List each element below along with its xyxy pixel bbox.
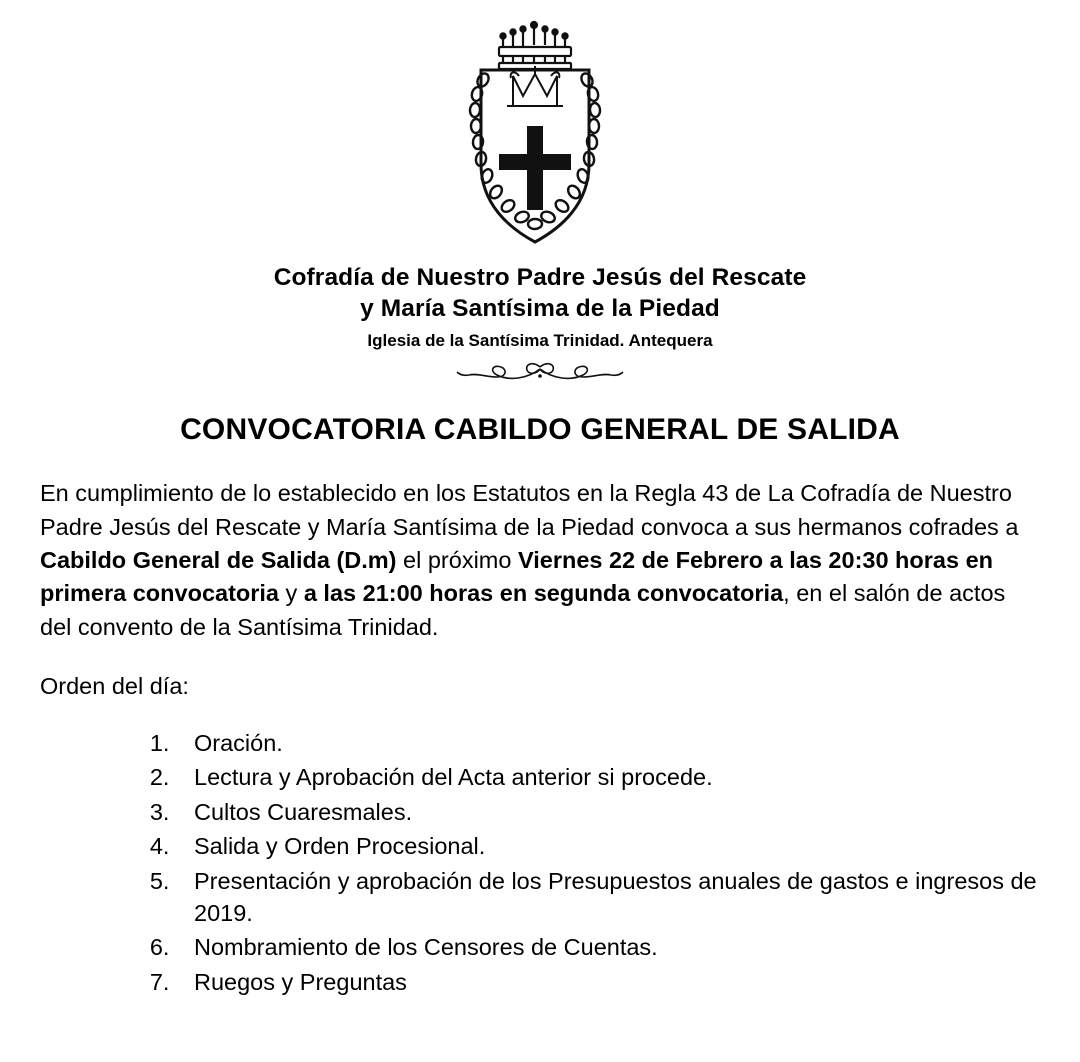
- ornament-divider: [40, 361, 1040, 387]
- agenda-label: Orden del día:: [40, 673, 189, 700]
- page-title: CONVOCATORIA CABILDO GENERAL DE SALIDA: [180, 413, 900, 447]
- paragraph-bold-cabildo: Cabildo General de Salida (D.m): [40, 546, 397, 573]
- paragraph-part-2: el próximo: [396, 546, 518, 573]
- paragraph-bold-first-call: Viernes 22 de Febrero a las 20:30 horas en primera convocatoria: [40, 546, 994, 607]
- brotherhood-name-line-2: y María Santísima de la Piedad: [360, 295, 720, 323]
- paragraph-part-3: y: [279, 580, 304, 607]
- agenda-list: [40, 727, 1040, 998]
- paragraph-part-1: En cumplimiento de lo establecido en los Estatutos en la Regla 43 de La Cofradía de Nuestro Padre Jesús del Rescate y María Santísima de la Piedad convoca a sus hermanos cofrades a: [40, 480, 1019, 540]
- coat-of-arms-icon: [435, 14, 645, 254]
- paragraph-part-4: , en el salón de actos del convento de la Santísima Trinidad.: [40, 580, 1006, 640]
- decorative-flourish-icon: [447, 361, 633, 387]
- paragraph-bold-second-call: a las 21:00 horas en segunda convocatoria: [303, 580, 784, 607]
- crest-container: [40, 0, 1040, 254]
- brotherhood-church-line: Iglesia de la Santísima Trinidad. Antequera: [367, 330, 713, 350]
- list-item: 4. Salida y Orden Procesional.: [176, 830, 1040, 862]
- list-item: 6. Nombramiento de los Censores de Cuentas.: [176, 931, 1040, 963]
- brotherhood-name-line-1: Cofradía de Nuestro Padre Jesús del Rescate: [273, 264, 807, 291]
- list-item: 2. Lectura y Aprobación del Acta anterior si procede.: [176, 761, 1040, 793]
- list-item: 1. Oración.: [176, 727, 1040, 759]
- brotherhood-heading: [40, 262, 1040, 353]
- list-item: 7. Ruegos y Preguntas: [176, 966, 1040, 998]
- announcement-paragraph: [40, 477, 1040, 644]
- list-item: 5. Presentación y aprobación de los Presupuestos anuales de gastos e ingresos de 2019.: [176, 865, 1040, 930]
- list-item: 3. Cultos Cuaresmales.: [176, 796, 1040, 828]
